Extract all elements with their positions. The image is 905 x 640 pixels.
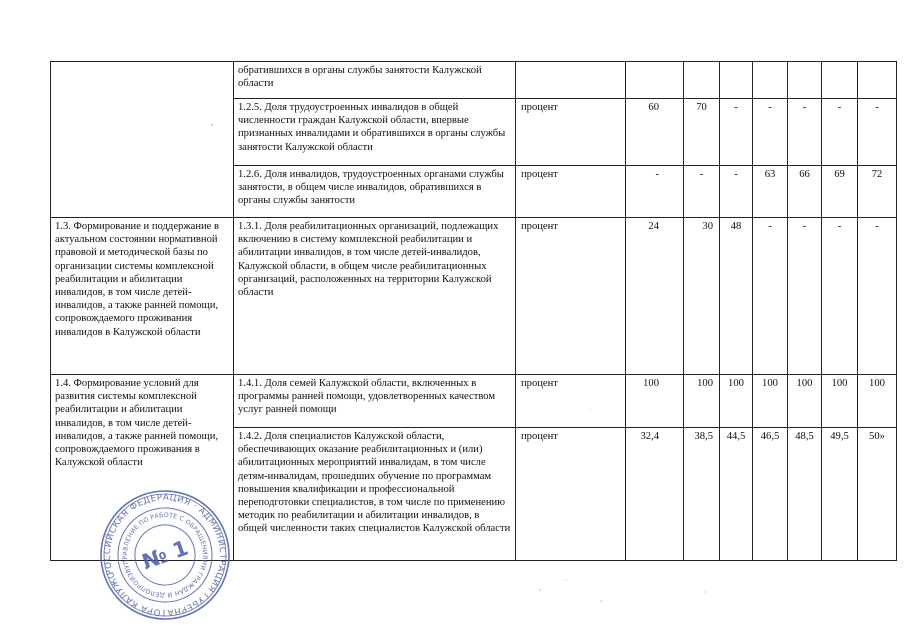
task-cell-empty xyxy=(51,62,234,218)
value-cell-2018: 70 xyxy=(684,99,720,166)
value-cell-2022: 100 xyxy=(822,375,858,428)
value-cell-2017: 24 xyxy=(626,218,684,375)
value-cell-2021: 100 xyxy=(788,375,822,428)
value-cell-2017: 32,4 xyxy=(626,428,684,561)
value-cell-2017: - xyxy=(626,166,684,218)
unit-cell: процент xyxy=(516,375,626,428)
seal-graphic xyxy=(97,487,233,623)
value-cell-2023: - xyxy=(858,218,897,375)
task-cell: 1.4. Формирование условий для развития системы комплексной реабилитации и абилитации инвалидов, в том числе детей-инвалидов, а также ранней помощи, сопровождаемого проживания в Калужской области xyxy=(51,375,234,561)
value-cell-2018: 30 xyxy=(684,218,720,375)
seal-number: № 1 xyxy=(138,535,192,575)
table-row xyxy=(51,375,897,428)
value-cell-2018: - xyxy=(684,166,720,218)
value-cell-2017: 100 xyxy=(626,375,684,428)
unit-cell: процент xyxy=(516,99,626,166)
seal-inner-text: УПРАВЛЕНИЕ ПО РАБОТЕ С ОБРАЩЕНИЯМИ ГРАЖДАН И ДЕЛОПРОИЗВОДСТВУ xyxy=(121,511,209,599)
value-cell-2021: - xyxy=(788,99,822,166)
value-cell-2023: 72 xyxy=(858,166,897,218)
value-cell-2020: 46,5 xyxy=(753,428,788,561)
unit-cell: процент xyxy=(516,166,626,218)
value-cell-2019: - xyxy=(720,166,753,218)
value-cell-2018 xyxy=(684,62,720,99)
value-cell-2018: 38,5 xyxy=(684,428,720,561)
value-cell-2022: 49,5 xyxy=(822,428,858,561)
value-cell-2021: 66 xyxy=(788,166,822,218)
unit-cell: процент xyxy=(516,428,626,561)
seal-outer-text: РОССИЙСКАЯ ФЕДЕРАЦИЯ · АДМИНИСТРАЦИЯ ГУБЕРНАТОРА КАЛУЖСКОЙ xyxy=(102,492,228,618)
indicator-cell: 1.4.1. Доля семей Калужской области, включенных в программы ранней помощи, удовлетворенных качеством услуг ранней помощи xyxy=(234,375,516,428)
official-seal xyxy=(97,487,233,623)
value-cell-2019 xyxy=(720,62,753,99)
value-cell-2022: 69 xyxy=(822,166,858,218)
task-cell: 1.3. Формирование и поддержание в актуальном состоянии нормативной правовой и методической базы по организации системы комплексной реабилитации и абилитации инвалидов, в том числе детей-инвалидов, а также ранней помощи, сопровождаемого проживания инвалидов в Калужской области xyxy=(51,218,234,375)
value-cell-2018: 100 xyxy=(684,375,720,428)
unit-cell xyxy=(516,62,626,99)
value-cell-2017: 60 xyxy=(626,99,684,166)
value-cell-2020: 63 xyxy=(753,166,788,218)
value-cell-2022: - xyxy=(822,99,858,166)
indicator-cell: 1.2.6. Доля инвалидов, трудоустроенных органами службы занятости, в общем числе инвалидов, обратившихся в органы службы занятости xyxy=(234,166,516,218)
value-cell-2023: 100 xyxy=(858,375,897,428)
indicators-table xyxy=(50,61,897,561)
indicator-cell: 1.4.2. Доля специалистов Калужской области, обеспечивающих оказание реабилитационных и (или) абилитационных мероприятий инвалидам, в том числе детям-инвалидам, прошедших обучение по программам повышения квалификации и профессиональной переподготовки специалистов, в том числе по применению методик по реабилитации и абилитации инвалидов, в общей численности таких специалистов Калужской области xyxy=(234,428,516,561)
value-cell-2019: 48 xyxy=(720,218,753,375)
value-cell-2021 xyxy=(788,62,822,99)
indicator-cell: обратившихся в органы службы занятости Калужской области xyxy=(234,62,516,99)
value-cell-2021: - xyxy=(788,218,822,375)
value-cell-2020: 100 xyxy=(753,375,788,428)
table-row xyxy=(51,218,897,375)
value-cell-2020: - xyxy=(753,218,788,375)
unit-cell: процент xyxy=(516,218,626,375)
indicator-cell: 1.2.5. Доля трудоустроенных инвалидов в общей численности граждан Калужской области, впервые признанных инвалидами и обратившихся в органы службы занятости Калужской области xyxy=(234,99,516,166)
value-cell-2020: - xyxy=(753,99,788,166)
value-cell-2021: 48,5 xyxy=(788,428,822,561)
value-cell-2023 xyxy=(858,62,897,99)
value-cell-2022 xyxy=(822,62,858,99)
indicator-cell: 1.3.1. Доля реабилитационных организаций, подлежащих включению в систему комплексной реабилитации и абилитации инвалидов, в том числе детей-инвалидов, Калужской области, в общем числе реабилитационных организаций, расположенных на территории Калужской области xyxy=(234,218,516,375)
value-cell-2023: 50» xyxy=(858,428,897,561)
value-cell-2019: 100 xyxy=(720,375,753,428)
table-row xyxy=(51,62,897,99)
value-cell-2022: - xyxy=(822,218,858,375)
value-cell-2019: - xyxy=(720,99,753,166)
value-cell-2023: - xyxy=(858,99,897,166)
value-cell-2017 xyxy=(626,62,684,99)
value-cell-2019: 44,5 xyxy=(720,428,753,561)
value-cell-2020 xyxy=(753,62,788,99)
